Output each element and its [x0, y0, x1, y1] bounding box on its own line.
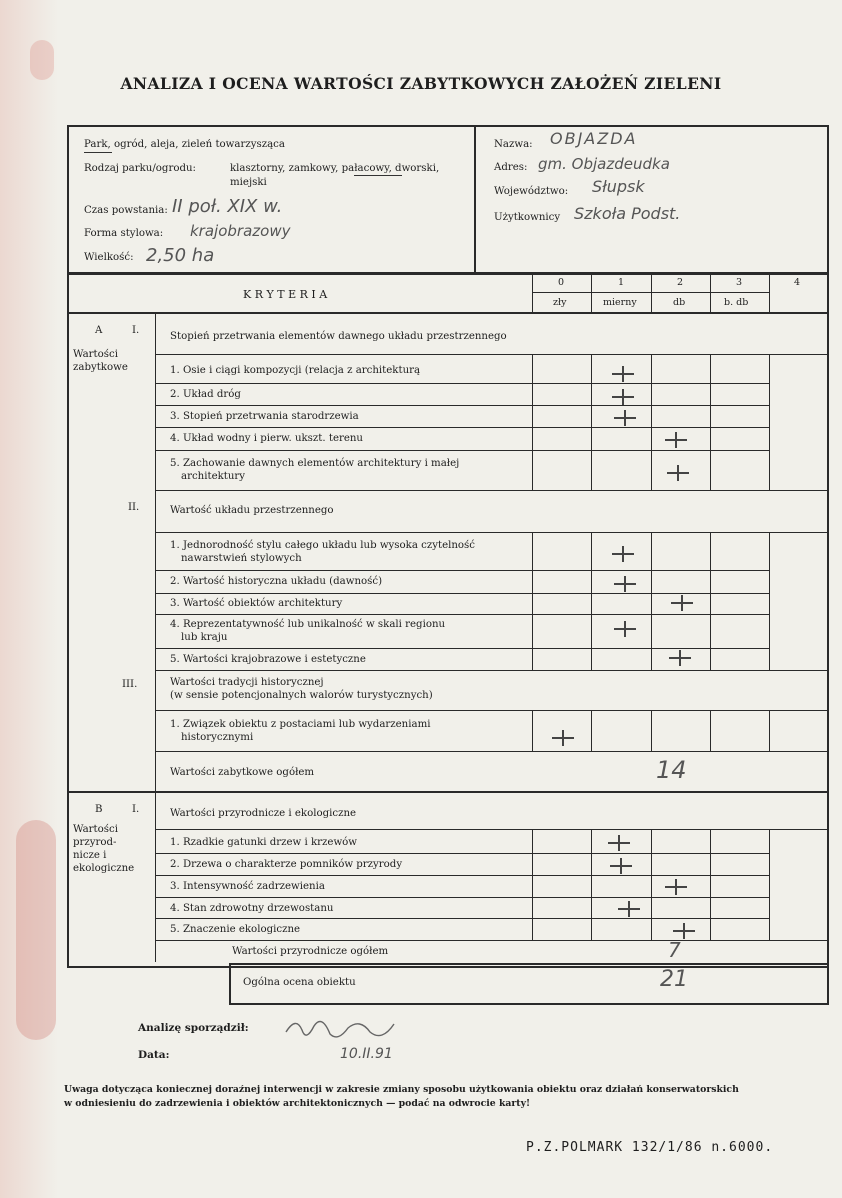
mark-b-4	[618, 901, 640, 917]
b-item-5: 5. Znaczenie ekologiczne	[170, 924, 301, 935]
signature-scribble	[282, 1012, 412, 1046]
b-vline-a	[532, 830, 533, 941]
forma-value: krajobrazowy	[190, 222, 291, 240]
g2-row-line-3	[155, 614, 770, 615]
section-b-label-3: nicze i	[73, 850, 107, 861]
mark-g2-1	[612, 546, 634, 562]
mark-g2-4	[614, 621, 636, 637]
g2-item-2: 2. Wartość historyczna układu (dawność)	[170, 576, 383, 587]
mark-b-5	[673, 923, 695, 939]
b-row-line-3	[155, 897, 770, 898]
uzytkownicy-value: Szkoła Podst.	[574, 204, 681, 223]
nazwa-label: Nazwa:	[494, 139, 533, 150]
section-b-title-line	[155, 829, 827, 830]
group-2-title: Wartość układu przestrzennego	[170, 505, 334, 516]
g2-vline-d	[710, 533, 711, 671]
g1-item-5b: architektury	[181, 471, 246, 482]
b-item-3: 3. Intensywność zadrzewienia	[170, 881, 325, 892]
col-label-bdb: b. db	[724, 297, 749, 308]
adres-label: Adres:	[494, 162, 528, 173]
uzytkownicy-label: Użytkownicy	[494, 212, 561, 223]
g1-row-line-3	[155, 427, 770, 428]
zabytkowe-total-value: 14	[656, 756, 687, 784]
palacowy-underline	[354, 175, 402, 176]
data-value: 10.II.91	[340, 1046, 393, 1062]
park-underline	[84, 152, 112, 153]
g1-item-1: 1. Osie i ciągi kompozycji (relacja z architekturą	[170, 365, 421, 376]
wielkosc-label: Wielkość:	[84, 252, 134, 263]
mark-g3-1	[552, 730, 574, 746]
section-b-label-1: Wartości	[73, 824, 118, 835]
b-item-4: 4. Stan zdrowotny drzewostanu	[170, 903, 334, 914]
wielkosc-value: 2,50 ha	[146, 245, 215, 266]
group-3-title-2: (w sensie potencjonalnych walorów turystycznych)	[170, 690, 433, 701]
mark-g2-5	[669, 650, 691, 666]
g2-row-line-1	[155, 570, 770, 571]
czas-label: Czas powstania:	[84, 205, 168, 216]
mark-g1-1	[612, 366, 634, 382]
col-label-zly: zły	[553, 297, 567, 308]
b-item-2: 2. Drzewa o charakterze pomników przyrody	[170, 859, 403, 870]
g2-vline-e	[769, 533, 770, 671]
rodzaj-label: Rodzaj parku/ogrodu:	[84, 163, 196, 174]
g3-vline-d	[710, 711, 711, 751]
b-vline-e	[769, 830, 770, 941]
uwaga-line-1: Uwaga dotycząca koniecznej doraźnej interwencji w zakresie zmiany sposobu użytkowania obiektu oraz działań konserwatorskich	[64, 1084, 739, 1095]
header-divider	[474, 125, 476, 273]
g2-vline-c	[651, 533, 652, 671]
b-row-line-1	[155, 853, 770, 854]
mark-g1-2	[612, 389, 634, 405]
kryteria-header: K R Y T E R I A	[243, 288, 328, 301]
printer-mark: P.Z.POLMARK 132/1/86 n.6000.	[526, 1140, 774, 1155]
b-vline-b	[591, 830, 592, 941]
g3-row-line-1	[155, 751, 827, 752]
group-3-line	[155, 710, 827, 711]
overall-value: 21	[660, 967, 688, 992]
section-b-code: B	[95, 804, 103, 815]
overall-label: Ogólna ocena obiektu	[243, 977, 356, 988]
col-num-3: 3	[736, 277, 743, 288]
uwaga-line-2: w odniesieniu do zadrzewienia i obiektów architektonicznych — podać na odwrocie karty!	[64, 1098, 531, 1109]
col-num-2: 2	[677, 277, 684, 288]
g1-vline-d	[710, 355, 711, 491]
mark-b-2	[610, 858, 632, 874]
section-b-label-4: ekologiczne	[73, 863, 135, 874]
section-a-iii: III.	[122, 679, 138, 690]
mark-b-3	[665, 879, 687, 895]
wojewodztwo-label: Województwo:	[494, 186, 569, 197]
section-b-roman: I.	[132, 804, 140, 815]
g2-row-line-4	[155, 648, 770, 649]
col-label-db: db	[673, 297, 686, 308]
rodzaj-options-2: miejski	[230, 177, 267, 188]
rodzaj-options: klasztorny, zamkowy, pałacowy, dworski,	[230, 163, 440, 174]
b-vline-c	[651, 830, 652, 941]
wojewodztwo-value: Słupsk	[592, 177, 645, 196]
section-a-roman: I.	[132, 325, 140, 336]
g3-item-1b: historycznymi	[181, 732, 254, 743]
g2-vline-b	[591, 533, 592, 671]
g2-item-1: 1. Jednorodność stylu całego układu lub wysoka czytelność	[170, 540, 475, 551]
g2-item-4b: lub kraju	[181, 632, 228, 643]
g3-item-1: 1. Związek obiektu z postaciami lub wydarzeniami	[170, 719, 431, 730]
group-3-title: Wartości tradycji historycznej	[170, 677, 324, 688]
section-a-label-2: zabytkowe	[73, 362, 128, 373]
g3-vline-e	[769, 711, 770, 751]
section-b-label-2: przyrod-	[73, 837, 117, 848]
form-title: ANALIZA I OCENA WARTOŚCI ZABYTKOWYCH ZAŁOŻEŃ ZIELENI	[120, 74, 722, 93]
mark-g1-5	[667, 465, 689, 481]
g2-item-3: 3. Wartość obiektów architektury	[170, 598, 343, 609]
section-b-title: Wartości przyrodnicze i ekologiczne	[170, 808, 357, 819]
mark-g2-3	[671, 595, 693, 611]
przyrodnicze-total-label: Wartości przyrodnicze ogółem	[232, 946, 389, 957]
b-item-1: 1. Rzadkie gatunki drzew i krzewów	[170, 837, 358, 848]
g1-item-5: 5. Zachowanie dawnych elementów architektury i małej	[170, 458, 460, 469]
section-a-ii: II.	[128, 502, 140, 513]
g1-vline-b	[591, 355, 592, 491]
g1-row-line-5	[155, 490, 827, 491]
nazwa-value: OBJAZDA	[550, 129, 638, 148]
g1-item-2: 2. Układ dróg	[170, 389, 241, 400]
g3-vline-a	[532, 711, 533, 751]
g2-vline-a	[532, 533, 533, 671]
analiza-label: Analizę sporządził:	[138, 1022, 249, 1034]
park-type-line: Park, ogród, aleja, zieleń towarzysząca	[84, 139, 285, 150]
mark-g2-2	[614, 576, 636, 592]
g1-item-3: 3. Stopień przetrwania starodrzewia	[170, 411, 359, 422]
g1-vline-c	[651, 355, 652, 491]
czas-value: II poł. XIX w.	[172, 196, 283, 217]
g1-row-line-2	[155, 405, 770, 406]
przyrodnicze-total-value: 7	[668, 938, 681, 962]
mark-b-1	[608, 835, 630, 851]
section-a-code: A	[95, 325, 103, 336]
group-2-line	[155, 532, 827, 533]
forma-label: Forma stylowa:	[84, 228, 164, 239]
g1-row-line-4	[155, 450, 770, 451]
g2-row-line-5	[155, 670, 827, 671]
g1-vline-a	[532, 355, 533, 491]
header-mid-line	[532, 292, 770, 293]
g1-vline-e	[769, 355, 770, 491]
zabytkowe-total-label: Wartości zabytkowe ogółem	[170, 767, 315, 778]
adres-value: gm. Objazdeudka	[538, 155, 670, 173]
g3-vline-c	[651, 711, 652, 751]
b-vline-d	[710, 830, 711, 941]
group-1-line	[155, 354, 827, 355]
section-a-label-1: Wartości	[73, 349, 118, 360]
g2-item-5: 5. Wartości krajobrazowe i estetyczne	[170, 654, 366, 665]
b-row-line-4	[155, 918, 770, 919]
header-bottom-line	[67, 312, 827, 314]
mark-g1-4	[665, 432, 687, 448]
section-a-bottom-line	[67, 791, 827, 793]
g1-item-4: 4. Układ wodny i pierw. ukszt. terenu	[170, 433, 363, 444]
group-1-title: Stopień przetrwania elementów dawnego układu przestrzennego	[170, 331, 507, 342]
left-col-divider	[155, 312, 156, 792]
left-col-divider-b	[155, 792, 156, 962]
b-row-line-5	[155, 940, 827, 941]
g3-vline-b	[591, 711, 592, 751]
b-row-line-2	[155, 875, 770, 876]
col-label-mierny: mierny	[603, 297, 637, 308]
g1-row-line-1	[155, 383, 770, 384]
mark-g1-3	[614, 410, 636, 426]
g2-row-line-2	[155, 593, 770, 594]
g2-item-4: 4. Reprezentatywność lub unikalność w skali regionu	[170, 619, 446, 630]
paper-stain-lower	[16, 820, 56, 1040]
data-label: Data:	[138, 1049, 170, 1061]
col-num-0: 0	[558, 277, 565, 288]
col-num-4: 4	[794, 277, 801, 288]
g2-item-1b: nawarstwień stylowych	[181, 553, 302, 564]
col-num-1: 1	[618, 277, 625, 288]
